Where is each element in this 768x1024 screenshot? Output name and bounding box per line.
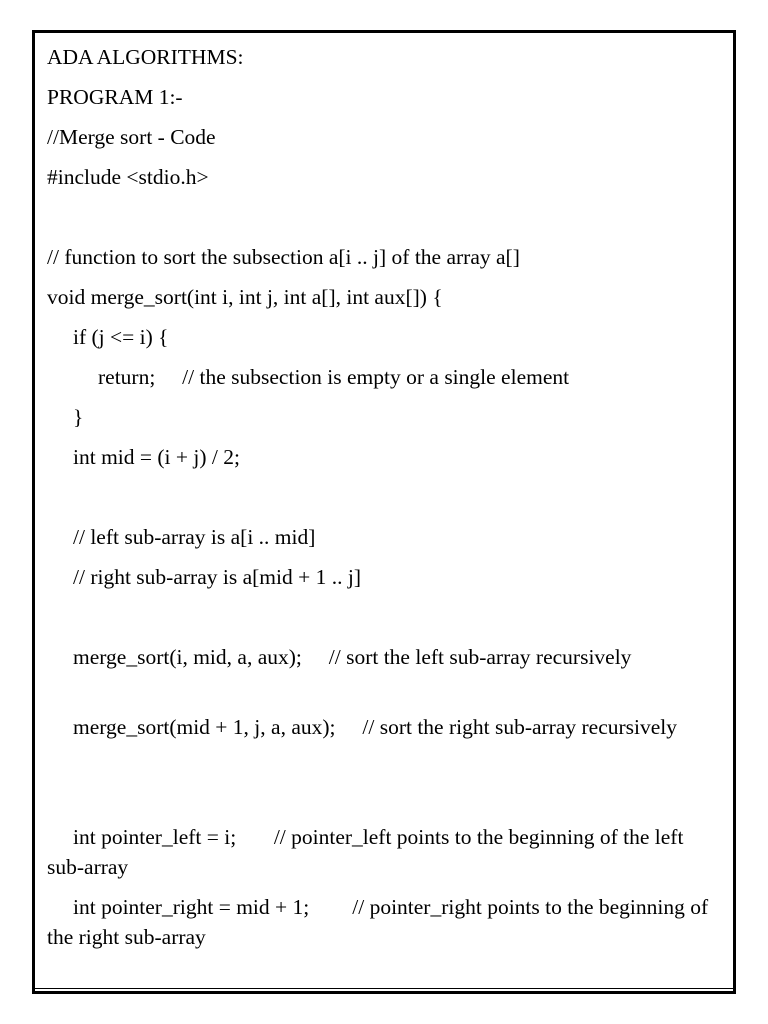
code-line: //Merge sort - Code [47, 125, 216, 149]
code-line: if (j <= i) { [73, 325, 169, 349]
code-line: merge_sort(i, mid, a, aux); // sort the left sub-array recursively [73, 645, 632, 669]
code-line: // left sub-array is a[i .. mid] [73, 525, 316, 549]
code-line: int mid = (i + j) / 2; [73, 445, 240, 469]
code-line: } [73, 405, 84, 429]
code-line: #include <stdio.h> [47, 165, 209, 189]
code-line: void merge_sort(int i, int j, int a[], int aux[]) { [47, 285, 443, 309]
code-line: merge_sort(mid + 1, j, a, aux); // sort the right sub-array recursively [73, 715, 678, 739]
page-border-bottom [32, 988, 736, 994]
code-line: int pointer_left = i; // pointer_left points to the beginning of the left sub-array [47, 825, 689, 879]
code-line: // function to sort the subsection a[i .. j] of the array a[] [47, 245, 520, 269]
code-line: int pointer_right = mid + 1; // pointer_right points to the beginning of the right sub-array [47, 895, 714, 949]
code-line: // right sub-array is a[mid + 1 .. j] [73, 565, 361, 589]
doc-heading: ADA ALGORITHMS: [47, 45, 244, 69]
code-line: return; // the subsection is empty or a single element [98, 365, 570, 389]
program-title: PROGRAM 1:- [47, 85, 183, 109]
